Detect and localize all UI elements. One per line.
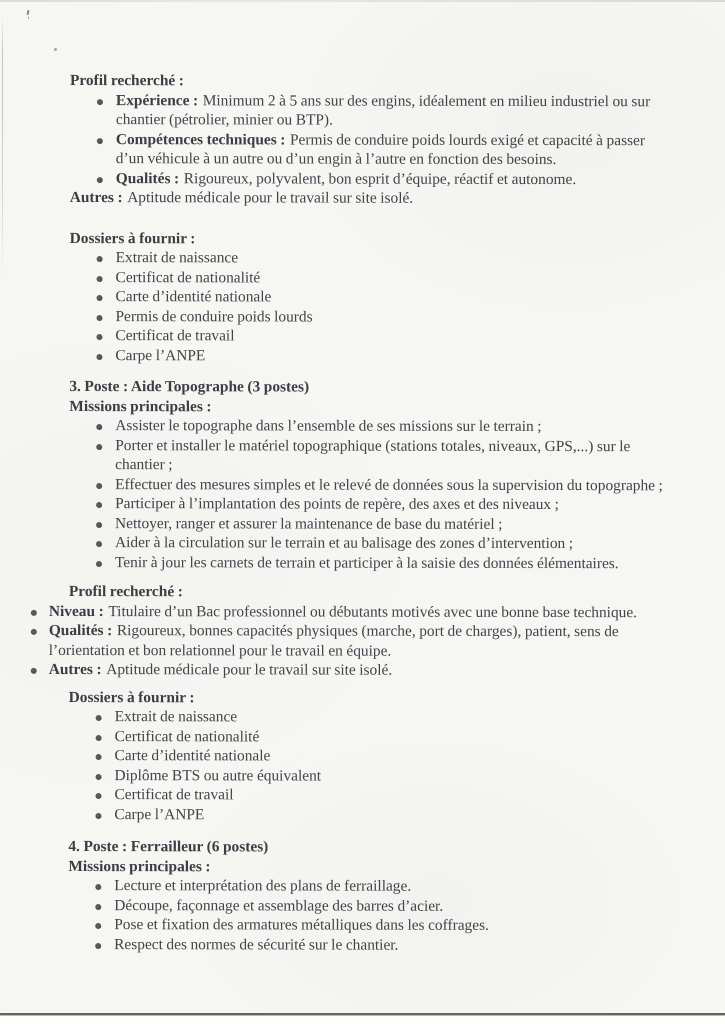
item-text: Carte d’identité nationale: [114, 747, 271, 765]
item-text: Certificat de nationalité: [115, 268, 261, 286]
bullet-icon: [96, 715, 102, 721]
item-text: Extrait de naissance: [115, 249, 239, 267]
section-poste-4: [68, 837, 668, 955]
profil-heading: Profil recherché :: [68, 582, 183, 601]
document-content: [48, 71, 670, 955]
bullet-icon: [31, 668, 37, 674]
item-text: Permis de conduire poids lourds exigé et capacité à passer d’un véhicule à un autre ou d’un engin à l’autre en fonction des besoins.: [115, 130, 646, 169]
missions-heading: Missions principales :: [68, 857, 211, 875]
list-item: [69, 435, 669, 475]
item-text: Carpe l’ANPE: [114, 805, 205, 823]
list-item: [69, 726, 669, 747]
list-item: [70, 287, 670, 308]
item-text: Certificat de nationalité: [114, 727, 260, 745]
bullet-icon: [97, 256, 103, 262]
section-poste-3: [69, 377, 669, 573]
bullet-icon: [96, 735, 102, 741]
item-text: Assister le topographe dans l’ensemble de ses missions sur le terrain ;: [115, 417, 542, 435]
item-text: Diplôme BTS ou autre équivalent: [114, 766, 322, 785]
scan-speck: [26, 10, 29, 15]
bullet-icon: [95, 884, 101, 890]
list-item: [69, 326, 669, 347]
bullet-icon: [31, 609, 37, 615]
item-text: Participer à l’implantation des points de repère, des axes et des niveaux ;: [115, 495, 559, 514]
profil-heading: Profil recherché :: [69, 72, 184, 90]
list-item: [69, 345, 669, 366]
item-text: Extrait de naissance: [114, 708, 238, 726]
bullet-icon: [97, 276, 103, 282]
item-lead: Autres :: [48, 660, 102, 679]
note-lead: Autres :: [69, 188, 123, 207]
item-text: Respect des normes de sécurité sur le chantier.: [114, 935, 399, 954]
list-item: [70, 129, 670, 169]
item-text: Carpe l’ANPE: [115, 346, 206, 364]
item-lead: Qualités :: [115, 169, 180, 187]
list-item: [70, 90, 670, 130]
list-item: [69, 765, 669, 786]
bullet-icon: [96, 561, 102, 567]
dossiers-heading: Dossiers à fournir :: [69, 229, 196, 247]
item-text: Pose et fixation des armatures métalliques dans les coffrages.: [114, 916, 489, 934]
section-profil-recherche-2: [48, 582, 669, 681]
item-lead: Expérience :: [115, 91, 199, 109]
item-text: Rigoureux, polyvalent, bon esprit d’équipe, réactif et autonome.: [183, 169, 577, 188]
bullet-icon: [31, 629, 37, 635]
list-item: [49, 601, 669, 622]
bullet-icon: [96, 334, 102, 340]
list-item: [70, 267, 670, 288]
item-lead: Qualités :: [48, 621, 113, 640]
item-text: Effectuer des mesures simples et le relevé de données sous la supervision du topographe ;: [115, 475, 663, 494]
bullet-icon: [95, 923, 101, 929]
list-item: [69, 474, 669, 495]
bullet-icon: [96, 522, 102, 528]
item-lead: Compétences techniques :: [115, 130, 286, 148]
dossiers-heading: Dossiers à fournir :: [68, 688, 195, 706]
list-item: [68, 934, 668, 955]
list-item: [69, 707, 669, 728]
item-text: Découpe, façonnage et assemblage des barres d’acier.: [114, 896, 444, 915]
bullet-icon: [95, 793, 101, 799]
list-item: [68, 895, 668, 916]
item-text: Lecture et interprétation des plans de ferraillage.: [114, 877, 412, 895]
bullet-icon: [95, 943, 101, 949]
bullet-icon: [96, 483, 102, 489]
bullet-icon: [96, 315, 102, 321]
poste-4-title: 4. Poste : Ferrailleur (6 postes): [68, 837, 269, 856]
scan-top-edge: [0, 0, 725, 2]
bullet-icon: [96, 754, 102, 760]
list-item: [69, 416, 669, 437]
bullet-icon: [95, 813, 101, 819]
item-text: Porter et installer le matériel topographique (stations totales, niveaux, GPS,...) sur le chantier ;: [115, 436, 631, 474]
list-item: [49, 621, 669, 661]
item-text: Tenir à jour les carnets de terrain et participer à la saisie des données élémentaires.: [114, 553, 619, 572]
list-item: [68, 785, 668, 806]
item-text: Carte d’identité nationale: [115, 288, 272, 306]
item-text: Certificat de travail: [114, 786, 234, 804]
scan-bottom-edge: [0, 1013, 725, 1015]
item-text: Titulaire d’un Bac professionnel ou débutants motivés avec une bonne base technique.: [108, 602, 638, 621]
item-text: Minimum 2 à 5 ans sur des engins, idéalement en milieu industriel ou sur chantier (pétrolier, minier ou BTP).: [115, 91, 651, 129]
scan-speck: [54, 48, 58, 52]
list-item: [69, 746, 669, 767]
missions-heading: Missions principales :: [69, 397, 212, 415]
item-text: Nettoyer, ranger et assurer la maintenance de base du matériel ;: [115, 514, 503, 533]
list-item: [69, 533, 669, 554]
section-profil-recherche-1: [70, 71, 670, 209]
list-item: [68, 915, 668, 936]
poste-3-title: 3. Poste : Aide Topographe (3 postes): [69, 377, 310, 396]
list-item: [70, 168, 670, 189]
scan-crease-line: [2, 16, 3, 278]
bullet-icon: [96, 354, 102, 360]
bullet-icon: [96, 541, 102, 547]
item-text: Certificat de travail: [115, 327, 235, 345]
bullet-icon: [97, 177, 103, 183]
item-text: Rigoureux, bonnes capacités physiques (marche, port de charges), patient, sens de l’orientation et bon relationnel pour le travail en équipe.: [48, 622, 619, 660]
section-dossiers-1: [69, 228, 669, 366]
note-line: [70, 188, 670, 209]
list-item: [69, 494, 669, 515]
item-lead: Niveau :: [48, 602, 104, 620]
scanner-background: [0, 1016, 725, 1024]
scan-speck: [28, 17, 29, 19]
bullet-icon: [95, 904, 101, 910]
list-item: [69, 513, 669, 534]
note-text: Aptitude médicale pour le travail sur site isolé.: [127, 189, 414, 207]
bullet-icon: [96, 502, 102, 508]
item-text: Aider à la circulation sur le terrain et au balisage des zones d’intervention ;: [114, 534, 574, 553]
list-item: [70, 248, 670, 269]
list-item: [69, 306, 669, 327]
bullet-icon: [96, 774, 102, 780]
item-text: Aptitude médicale pour le travail sur site isolé.: [106, 661, 393, 679]
list-item: [49, 660, 669, 681]
bullet-icon: [97, 295, 103, 301]
bullet-icon: [96, 424, 102, 430]
section-dossiers-2: [68, 687, 668, 825]
list-item: [68, 876, 668, 897]
bullet-icon: [97, 138, 103, 144]
list-item: [69, 552, 669, 573]
bullet-icon: [97, 99, 103, 105]
item-text: Permis de conduire poids lourds: [115, 307, 313, 326]
bullet-icon: [96, 444, 102, 450]
list-item: [68, 804, 668, 825]
